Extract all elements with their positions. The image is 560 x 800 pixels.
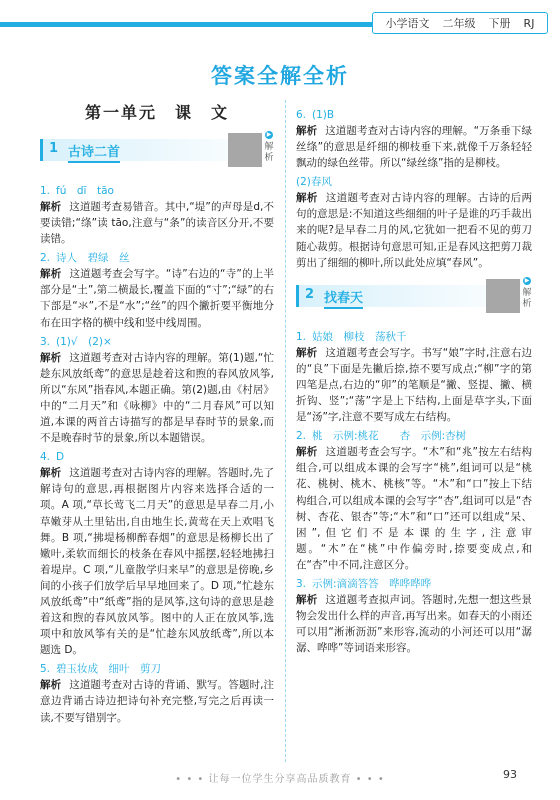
answer-line: 6. (1)B: [296, 109, 335, 121]
left-column: [40, 100, 274, 728]
play-icon: ▶: [266, 131, 272, 138]
answer-item: [40, 334, 274, 447]
page-header: [0, 0, 560, 44]
answer-line: 2. 诗人 碧绿 丝: [40, 252, 130, 265]
unit-title: 第一单元 课 文: [84, 103, 229, 122]
header-info-box: [372, 12, 548, 34]
right-column: [296, 104, 532, 658]
header-term: 下册: [488, 17, 511, 30]
page-footer: [0, 762, 560, 800]
explanation: 解析 这道题考查易错音。其中,“堤”的声母是d,不要读错;“绦”读 tāo,注意与“条”的读音区分开,不要读错。: [40, 201, 274, 246]
answer-item: [40, 661, 274, 725]
explanation: 解析 这道题考查会写字。“诗”右边的“寺”的上半部分是“土”,第二横最长,覆盖下面的“寸”;“绿”的右下部是“氺”,不是“水”;“丝”的四个撇折要平衡地分布在田字格的横中线和竖中线周围。: [40, 268, 274, 329]
lesson-number: 2: [305, 286, 315, 302]
header-subject: 小学语文: [385, 17, 430, 30]
answer-item: [40, 183, 274, 247]
qr-label-text: 解析: [522, 287, 532, 309]
answer-item: [40, 449, 274, 658]
answer-line: 2. 桃 示例:桃花 杏 示例:杏树: [296, 430, 467, 443]
page-title: 答案全解全析: [211, 64, 349, 88]
explanation: 解析 这道题考查对古诗内容的理解。第(1)题,“忙趁东风放纸鸢”的意思是趁着这和煦的春风放风筝,所以“东风”指春风,本题正确。第(2)题,由《村居》中的“二月天”和《咏柳》中的“二月春风”可以知道,本课的两首古诗描写的都是早春时节的景象,而不是晚春时节的景象,所以本题错误。: [40, 351, 275, 445]
lesson-title: 古诗二首: [68, 141, 120, 163]
answer-line: 3. 示例:滴滴答答 哗哗哗哗: [296, 577, 432, 590]
play-icon: ▶: [524, 276, 530, 284]
explanation: 解析 这道题考查对古诗内容的理解。“万条垂下绿丝绦”的意思是纤细的柳枝垂下来,就像千万条轻轻飘动的绿色丝带。所以“绿丝绦”指的是柳枝。: [296, 125, 532, 170]
answer-item: [296, 329, 532, 425]
answer-line: 3. (1)√ (2)×: [40, 335, 112, 348]
lesson-title: 找春天: [324, 287, 363, 309]
lesson-header-2: [296, 276, 532, 323]
explanation: 解析 这道题考查对古诗内容的理解。古诗的后两句的意思是:不知道这些细细的叶子是谁的巧手裁出来的呢?是早春二月的风,它犹如一把看不见的剪刀随心裁剪。根据诗句意思可知,正是春风这把剪刀裁剪出了细细的柳叶,所以此处应填“春风”。: [296, 192, 532, 269]
answer-item: [296, 174, 532, 270]
page-number: 93: [503, 768, 517, 781]
answer-line: 4. D: [40, 451, 65, 464]
lesson-number: 1: [49, 141, 59, 156]
header-accent-strip: [0, 22, 372, 27]
qr-label-text: 解析: [264, 142, 274, 163]
answer-item: [296, 428, 532, 573]
qr-label: [522, 276, 532, 310]
header-grade: 二年级: [442, 17, 476, 30]
answer-line: 1. fú dī tāo: [40, 185, 114, 197]
explanation: 解析 这道题考查拟声词。答题时,先想一想这些景物会发出什么样的声音,再写出来。如春天的小雨还可以用“淅淅沥沥”来形容,流动的小河还可以用“潺潺、哗哗”等词语来形容。: [296, 593, 533, 655]
answer-line: 5. 碧玉妆成 细叶 剪刀: [40, 663, 162, 676]
explanation: 解析 这道题考查会写字。“木”和“兆”按左右结构组合,可以组成本课的会写字“桃”,组词可以是“桃花、桃树、桃木、桃核”等。“木”和“口”按上下结构组合,可以组成本课的会写字“杏”,组词可以是“杏树、杏花、银杏”等;“木”和“口”还可以组成“呆、困”,但它们不是本课的生字,注意审题。“木”在“桃”中作偏旁时,捺要变成点,和在“杏”中不同,注意区分。: [296, 446, 533, 571]
answer-line: (2)春风: [296, 176, 332, 189]
footer-slogan: • • • 让每一位学生分享高品质教育 • • •: [175, 774, 385, 785]
answer-line: 1. 姑娘 柳枝 荡秋千: [296, 330, 407, 343]
lesson-header-1: [40, 133, 274, 177]
qr-label: [264, 133, 274, 164]
answer-item: [40, 250, 274, 330]
column-divider: [285, 100, 286, 762]
explanation: 解析 这道题考查对古诗的背诵、默写。答题时,注意边背诵古诗边把诗句补充完整,写完之后再读一读,不要写错别字。: [40, 679, 275, 724]
header-edition: RJ: [523, 16, 535, 30]
answer-item: [296, 107, 532, 171]
explanation: 解析 这道题考查会写字。书写“娘”字时,注意右边的“良”下面是先撇后捺,捺不要写成点;“柳”字的第四笔是点,右边的“卯”的笔顺是“撇、竖提、撇、横折钩、竖”;“荡”字是上下结构,上面是草字头,下面是“汤”字,注意不要写成左右结构。: [296, 346, 532, 424]
explanation: 解析 这道题考查对古诗内容的理解。答题时,先了解诗句的意思,再根据图片内容来选择合适的一项。A 项,“草长莺飞二月天”的意思是早春二月,小草嫩芽从土里钻出,自由地生长,黄莺在天上欢唱飞舞。B 项,“拂堤杨柳醉春烟”的意思是杨柳长出了嫩叶,柔软而细长的枝条在春风中摇摆,轻轻地拂扫着堤岸。C 项,“儿童散学归来早”的意思是傍晚,乡间的小孩子们放学后早早地回来了。D 项,“忙趁东风放纸鸢”中“纸鸢”指的是风筝,这句诗的意思是趁着这和煦的春风放风筝。图中的人正在放风筝,选项中和放风筝有关的是“忙趁东风放纸鸢”,所以本题选 D。: [40, 467, 275, 657]
qr-code-image[interactable]: [486, 279, 520, 313]
answer-item: [296, 576, 532, 656]
qr-code-image[interactable]: [228, 133, 262, 167]
